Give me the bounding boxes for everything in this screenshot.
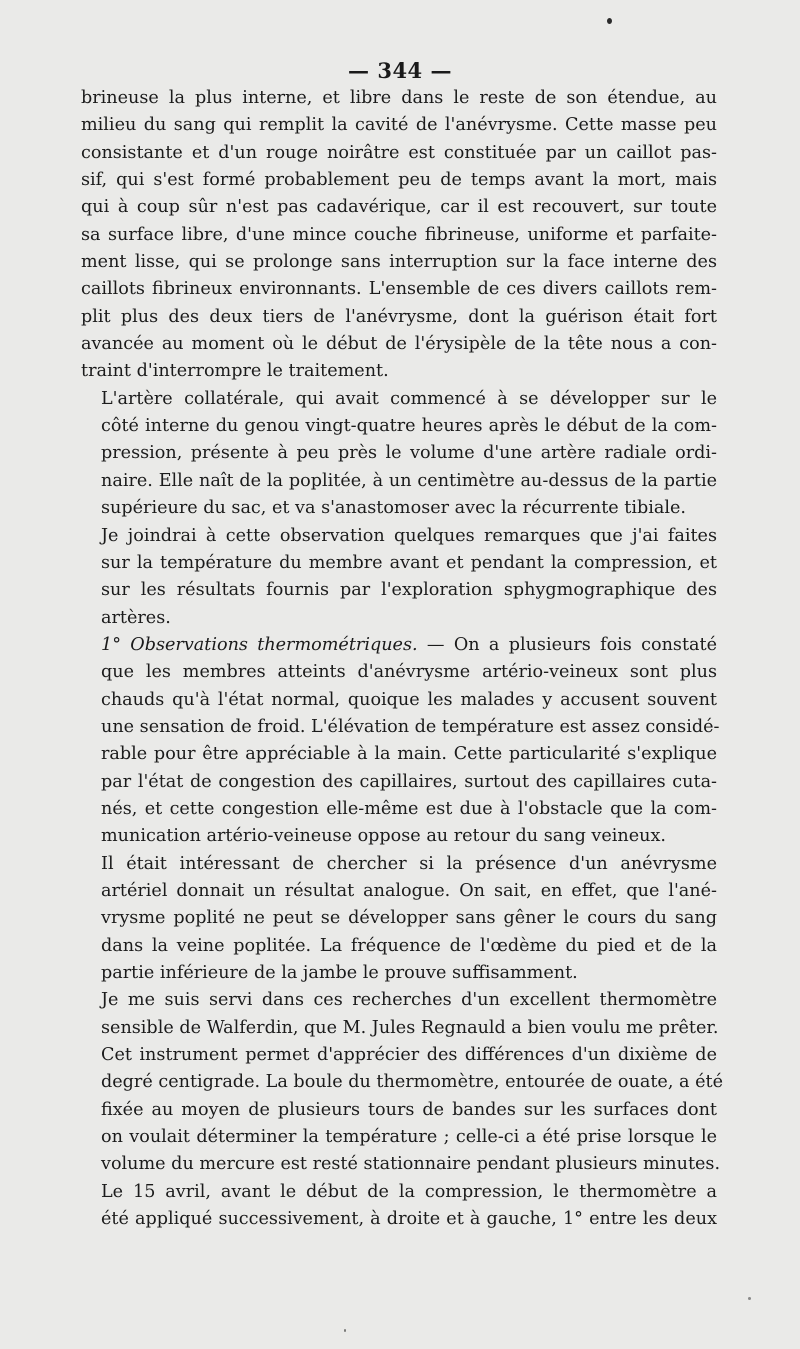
- text-line: sur la température du membre avant et pendant la compression, et: [101, 552, 717, 573]
- text-line: degré centigrade. La boule du thermomètre, entourée de ouate, a été: [101, 1072, 723, 1093]
- paragraph: [81, 851, 717, 988]
- text-line: fixée au moyen de plusieurs tours de bandes sur les surfaces dont: [101, 1099, 717, 1120]
- text-line: brineuse la plus interne, et libre dans le reste de son étendue, au: [81, 88, 717, 108]
- text-line: côté interne du genou vingt-quatre heures après le début de la com-: [101, 416, 717, 437]
- text-line: par l'état de congestion des capillaires, surtout des capillaires cuta-: [101, 771, 717, 792]
- ink-speck: [344, 1329, 346, 1332]
- paragraph: [81, 987, 723, 1178]
- text-line: ment lisse, qui se prolonge sans interruption sur la face interne des: [81, 252, 717, 273]
- text-line: partie inférieure de la jambe le prouve suffisamment.: [101, 963, 578, 983]
- text-line: Il était intéressant de chercher si la présence d'un anévrysme: [101, 853, 717, 874]
- text-line: [81, 632, 717, 659]
- page-number-header: — 344 —: [348, 58, 452, 83]
- text-line: dans la veine poplitée. La fréquence de l'œdème du pied et de la: [101, 935, 717, 956]
- paragraph: [81, 632, 720, 851]
- body-text: [81, 85, 723, 1233]
- text-line: naire. Elle naît de la poplitée, à un centimètre au-dessus de la partie: [101, 470, 717, 491]
- text-line: Cet instrument permet d'apprécier des différences d'un dixième de: [101, 1045, 717, 1066]
- text-line: qui à coup sûr n'est pas cadavérique, car il est recouvert, sur toute: [81, 197, 717, 218]
- text-line: supérieure du sac, et va s'anastomoser avec la récurrente tibiale.: [101, 498, 687, 519]
- text-line: rable pour être appréciable à la main. Cette particularité s'explique: [101, 744, 717, 765]
- paragraph: [81, 1179, 717, 1234]
- text-line: chauds qu'à l'état normal, quoique les malades y accusent souvent: [101, 689, 717, 710]
- text-line: Je me suis servi dans ces recherches d'un excellent thermomètre: [101, 990, 717, 1011]
- text-line: artères.: [101, 607, 171, 628]
- text-line: sa surface libre, d'une mince couche fibrineuse, uniforme et parfaite-: [81, 224, 717, 245]
- text-line: nés, et cette congestion elle-même est due à l'obstacle que la com-: [101, 798, 717, 819]
- text-fragment: — On a plusieurs fois constaté: [426, 634, 718, 655]
- text-line: vrysme poplité ne peut se développer sans gêner le cours du sang: [101, 908, 717, 929]
- paragraph: [81, 523, 717, 632]
- ink-speck: [607, 18, 612, 24]
- paragraph: [81, 85, 717, 386]
- text-line: pression, présente à peu près le volume d'une artère radiale ordi-: [101, 443, 717, 464]
- text-line: que les membres atteints d'anévrysme artério-veineux sont plus: [101, 662, 717, 683]
- text-line: L'artère collatérale, qui avait commencé à se développer sur le: [101, 388, 717, 409]
- ink-speck: [748, 1297, 751, 1300]
- text-line: volume du mercure est resté stationnaire pendant plusieurs minutes.: [101, 1154, 721, 1175]
- section-heading: 1° Observations thermométriques.: [101, 634, 418, 655]
- text-line: sensible de Walferdin, que M. Jules Regnauld a bien voulu me prêter.: [101, 1017, 719, 1038]
- text-line: caillots fibrineux environnants. L'ensemble de ces divers caillots rem-: [81, 279, 717, 300]
- text-line: consistante et d'un rouge noirâtre est constituée par un caillot pas-: [81, 142, 717, 163]
- text-line: sif, qui s'est formé probablement peu de temps avant la mort, mais: [81, 170, 717, 191]
- text-line: on voulait déterminer la température ; celle-ci a été prise lorsque le: [101, 1127, 717, 1148]
- text-line: artériel donnait un résultat analogue. On sait, en effet, que l'ané-: [101, 880, 717, 901]
- text-line: avancée au moment où le début de l'érysipèle de la tête nous a con-: [81, 334, 717, 355]
- text-line: milieu du sang qui remplit la cavité de l'anévrysme. Cette masse peu: [81, 115, 717, 136]
- text-line: traint d'interrompre le traitement.: [81, 361, 389, 382]
- text-line: été appliqué successivement, à droite et à gauche, 1° entre les deux: [101, 1209, 717, 1230]
- text-line: une sensation de froid. L'élévation de température est assez considé-: [101, 716, 720, 737]
- text-line: Le 15 avril, avant le début de la compression, le thermomètre a: [101, 1181, 717, 1202]
- text-line: Je joindrai à cette observation quelques remarques que j'ai faites: [101, 525, 717, 546]
- text-line: munication artério-veineuse oppose au retour du sang veineux.: [101, 826, 667, 847]
- text-line: plit plus des deux tiers de l'anévrysme, dont la guérison était fort: [81, 306, 717, 327]
- text-line: sur les résultats fournis par l'exploration sphygmographique des: [101, 580, 717, 601]
- paragraph: [81, 386, 717, 523]
